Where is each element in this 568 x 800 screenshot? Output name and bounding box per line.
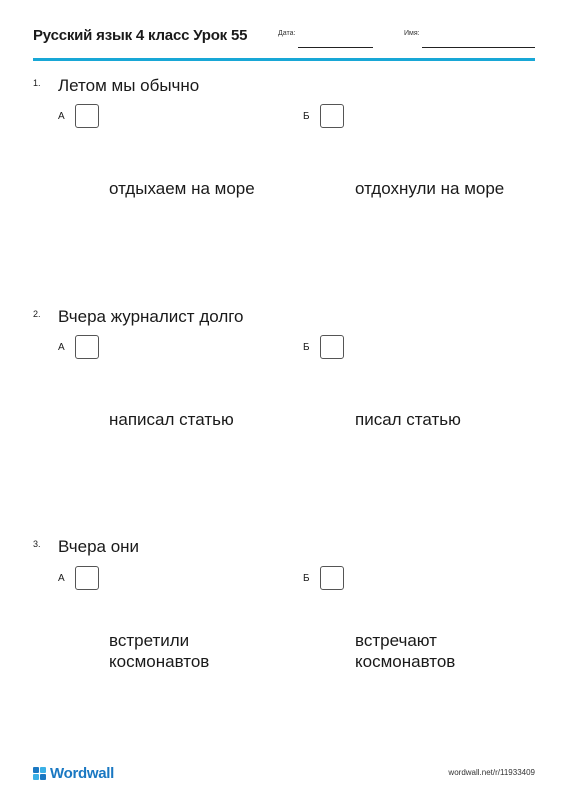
option-a-text: встретили космонавтов (109, 631, 210, 671)
name-field[interactable] (422, 47, 535, 48)
option-b-checkbox[interactable] (320, 335, 344, 359)
question-number: 1. (33, 78, 41, 88)
wordwall-logo-icon (33, 767, 46, 780)
logo-square (40, 774, 46, 780)
question-number: 2. (33, 309, 41, 319)
option-b-letter: Б (303, 342, 310, 353)
option-a-checkbox[interactable] (75, 104, 99, 128)
date-label: Дата: (278, 30, 296, 37)
option-a-letter: А (58, 342, 65, 353)
worksheet-header (0, 0, 568, 62)
wordwall-logo[interactable] (33, 765, 114, 782)
header-divider (33, 58, 535, 61)
name-label: Имя: (404, 30, 420, 37)
logo-square (40, 767, 46, 773)
logo-square (33, 767, 39, 773)
page-title: Русский язык 4 класс Урок 55 (33, 27, 248, 44)
footer-url[interactable]: wordwall.net/r/11933409 (448, 768, 535, 777)
option-b-letter: Б (303, 111, 310, 122)
option-b-text: встречают космонавтов (355, 631, 456, 671)
option-a-checkbox[interactable] (75, 566, 99, 590)
question-number: 3. (33, 539, 41, 549)
option-a-text: написал статью (109, 410, 234, 429)
brand-name: Wordwall (50, 765, 114, 782)
option-b-text: писал статью (355, 410, 461, 429)
option-a-letter: А (58, 111, 65, 122)
question-text: Вчера они (58, 537, 140, 556)
option-b-letter: Б (303, 573, 310, 584)
question-text: Летом мы обычно (58, 76, 200, 95)
option-a-checkbox[interactable] (75, 335, 99, 359)
option-b-checkbox[interactable] (320, 566, 344, 590)
logo-square (33, 774, 39, 780)
date-field[interactable] (298, 47, 373, 48)
question-text: Вчера журналист долго (58, 307, 244, 326)
option-b-text: отдохнули на море (355, 179, 505, 198)
option-b-checkbox[interactable] (320, 104, 344, 128)
option-a-letter: А (58, 573, 65, 584)
option-a-text: отдыхаем на море (109, 179, 255, 198)
